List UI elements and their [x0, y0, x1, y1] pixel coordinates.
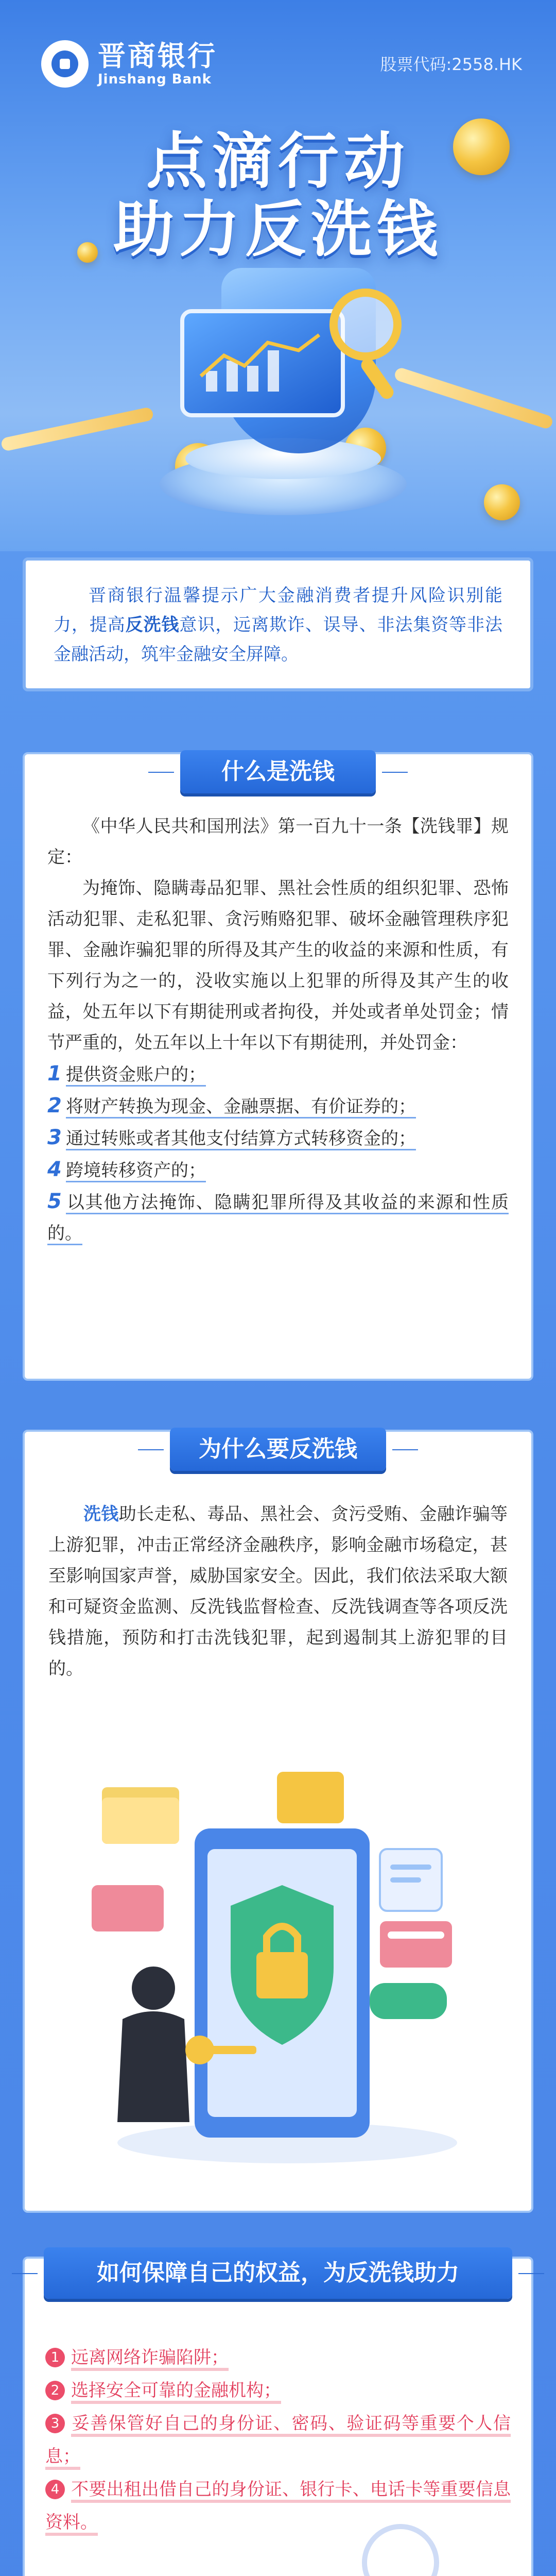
bank-name-en: Jinshang Bank — [98, 71, 212, 87]
bank-logo-text — [98, 41, 217, 87]
tip-item — [45, 2341, 511, 2374]
tip-text: 妥善保管好自己的身份证、密码、验证码等重要个人信息； — [45, 2413, 511, 2470]
list-text: 以其他方法掩饰、隐瞒犯罪所得及其收益的来源和性质的。 — [47, 1192, 509, 1245]
list-text: 将财产转换为现金、金融票据、有价证券的； — [66, 1096, 416, 1118]
list-item — [47, 1154, 509, 1186]
intro-text-part: 意识，远离欺诈、误导、非法集资等非法金融活动，筑牢金融安全屏障。 — [54, 615, 503, 665]
list-item — [47, 1090, 509, 1122]
why-text — [48, 1499, 508, 1684]
section-why-anti-money-laundering — [23, 1430, 533, 2213]
law-reference: 《中华人民共和国刑法》第一百九十一条【洗钱罪】规定： — [47, 816, 509, 868]
tip-item — [45, 2407, 511, 2473]
tip-text: 选择安全可靠的金融机构； — [71, 2380, 281, 2404]
tip-number: 1 — [45, 2348, 65, 2367]
section-what-is-money-laundering — [23, 752, 533, 1381]
tip-text: 远离网络诈骗陷阱； — [71, 2347, 229, 2371]
bank-name-cn: 晋商银行 — [98, 40, 217, 73]
list-text: 通过转账或者其他支付结算方式转移资金的； — [66, 1128, 416, 1150]
ribbon-decoration — [1, 406, 154, 452]
list-text: 提供资金账户的； — [66, 1064, 206, 1087]
ribbon-decoration — [393, 366, 554, 430]
why-lead: 洗钱 — [83, 1504, 119, 1524]
protection-illustration — [81, 2501, 493, 2576]
security-illustration — [92, 1751, 462, 2174]
tip-number: 3 — [45, 2414, 65, 2433]
list-item — [47, 1058, 509, 1090]
tip-number: 2 — [45, 2381, 65, 2400]
tip-number: 4 — [45, 2480, 65, 2499]
section-protect-rights — [23, 2257, 533, 2576]
tip-text: 不要出租出借自己的身份证、银行卡、电话卡等重要信息资料。 — [45, 2479, 511, 2536]
list-number: 1 — [47, 1062, 62, 1086]
stock-code: 股票代码:2558.HK — [380, 55, 522, 74]
law-text: 为掩饰、隐瞒毒品犯罪、黑社会性质的组织犯罪、恐怖活动犯罪、走私犯罪、贪污贿赂犯罪、破坏金融管理秩序犯罪、金融诈骗犯罪的所得及其产生的收益的来源和性质，有下列行为之一的，没收实施以上犯罪的所得及其产生的收益，处五年以下有期徒刑或者拘役，并处或者单处罚金；情节严重的，处五年以上十年以下有期徒刑，并处罚金： — [47, 878, 509, 1053]
header-banner — [0, 0, 556, 551]
list-number: 4 — [47, 1158, 62, 1181]
section-title-badge: 什么是洗钱 — [180, 750, 376, 793]
list-number: 5 — [47, 1190, 62, 1213]
tip-item — [45, 2374, 511, 2407]
intro-card — [23, 557, 533, 691]
why-body: 助长走私、毒品、黑社会、贪污受贿、金融诈骗等上游犯罪，冲击正常经济金融秩序，影响金融市场稳定，甚至影响国家声誉，威胁国家安全。因此，我们依法采取大额和可疑资金监测、反洗钱监督检查、反洗钱调查等各项反洗钱措施，预防和打击洗钱犯罪，起到遏制其上游犯罪的目的。 — [48, 1504, 508, 1679]
page-title-line2: 助力反洗钱 — [113, 194, 443, 265]
offense-list — [47, 1058, 509, 1249]
coin-icon — [453, 118, 510, 175]
list-text: 跨境转移资产的； — [66, 1160, 206, 1182]
list-number: 3 — [47, 1126, 62, 1149]
section-title-badge: 为什么要反洗钱 — [170, 1428, 386, 1471]
intro-text-part: 晋商银行温馨提示广大金融消费者提升风险识别能力，提高 — [54, 585, 502, 635]
page-title-line1: 点滴行动 — [146, 126, 410, 197]
bank-logo — [41, 40, 217, 88]
list-item — [47, 1186, 509, 1249]
list-number: 2 — [47, 1094, 62, 1117]
list-item — [47, 1122, 509, 1154]
section-title-badge: 如何保障自己的权益，为反洗钱助力 — [44, 2247, 512, 2299]
coin-icon — [484, 484, 520, 520]
intro-highlight: 反洗钱 — [125, 615, 180, 635]
magnifier-icon — [329, 289, 402, 361]
bank-logo-icon — [41, 40, 89, 88]
trend-chart-icon — [196, 330, 324, 397]
coin-icon — [77, 242, 98, 263]
intro-text — [54, 581, 502, 669]
